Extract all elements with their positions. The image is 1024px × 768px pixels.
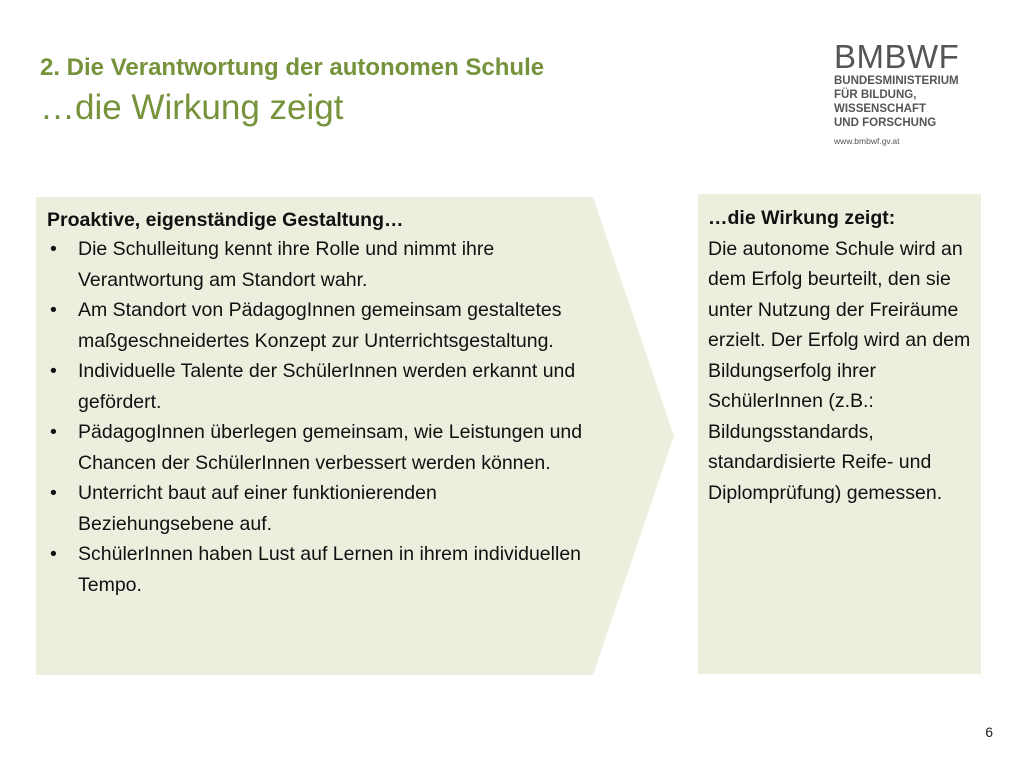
slide-kicker: 2. Die Verantwortung der autonomen Schule <box>40 54 545 81</box>
list-item: • SchülerInnen haben Lust auf Lernen in ihrem individuellen Tempo. <box>47 539 587 600</box>
left-panel-heading: Proaktive, eigenständige Gestaltung… <box>47 209 404 231</box>
list-item: • Die Schulleitung kennt ihre Rolle und nimmt ihre Verantwortung am Standort wahr. <box>47 234 587 295</box>
result-text <box>708 203 973 508</box>
page-number: 6 <box>985 724 993 740</box>
logo-line-2: FÜR BILDUNG, WISSENSCHAFT <box>834 89 926 115</box>
logo-url: www.bmbwf.gv.at <box>834 136 900 146</box>
list-item: • PädagogInnen überlegen gemeinsam, wie Leistungen und Chancen der SchülerInnen verbessert werden können. <box>47 417 587 478</box>
bullet-list <box>47 234 587 600</box>
logo-abbreviation: BMBWF <box>834 38 960 75</box>
list-item: • Unterricht baut auf einer funktionierenden Beziehungsebene auf. <box>47 478 587 539</box>
result-body: Die autonome Schule wird an dem Erfolg beurteilt, den sie unter Nutzung der Freiräume erzielt. Der Erfolg wird an dem Bildungserfolg ihrer SchülerInnen (z.B.: Bildungsstandards, standardisierte Reife- und Diplomprüfung) gemessen. <box>708 237 971 504</box>
bmbwf-logo <box>834 38 1004 146</box>
list-item: • Am Standort von PädagogInnen gemeinsam gestaltetes maßgeschneidertes Konzept zur Unterrichtsgestaltung. <box>47 295 587 356</box>
result-panel <box>698 194 981 674</box>
logo-line-3: UND FORSCHUNG <box>834 117 937 129</box>
result-heading: …die Wirkung zeigt: <box>708 207 896 229</box>
list-item: • Individuelle Talente der SchülerInnen werden erkannt und gefördert. <box>47 356 587 417</box>
left-panel-content <box>47 206 587 600</box>
logo-line-1: BUNDESMINISTERIUM <box>834 75 959 87</box>
slide-title: …die Wirkung zeigt <box>40 88 344 127</box>
